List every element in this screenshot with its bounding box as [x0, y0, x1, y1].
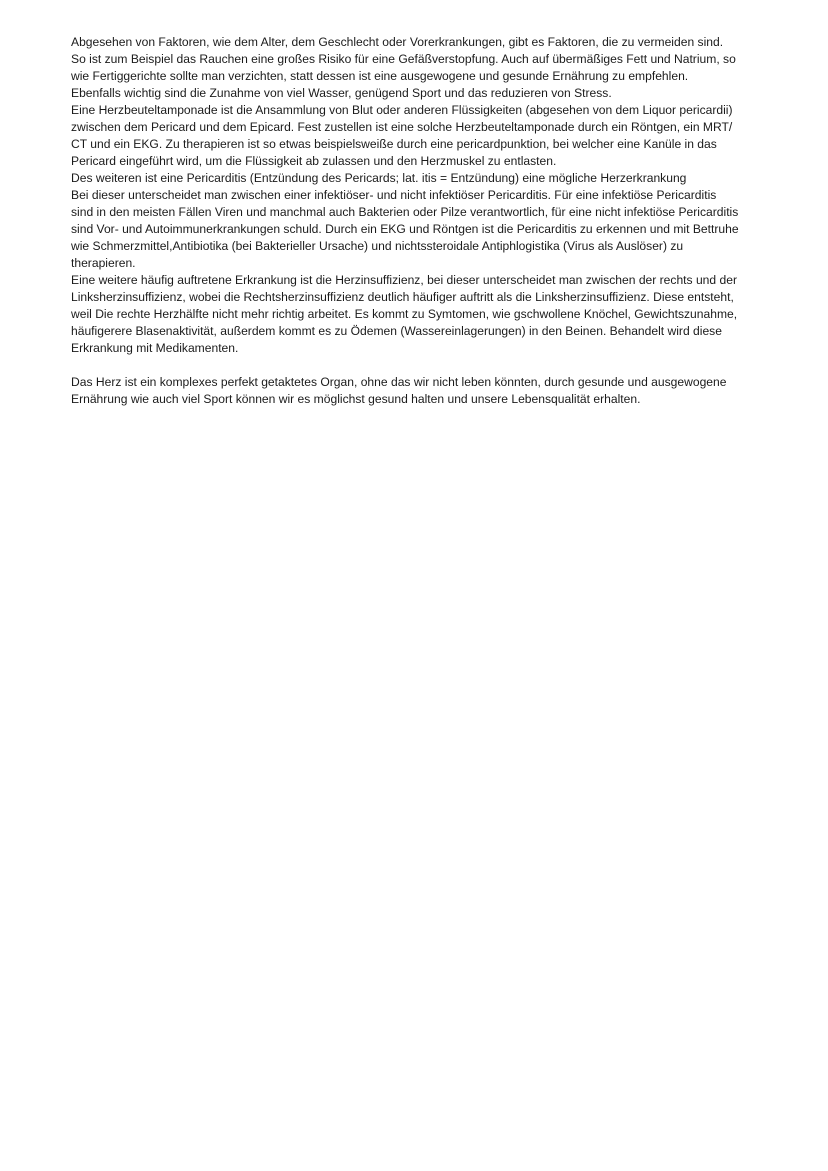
text-block-conclusion	[71, 374, 761, 408]
text-line: wie Schmerzmittel,Antibiotika (bei Bakterieller Ursache) und nichtssteroidale Antiphlogistika (Virus als Auslöser) zu	[71, 239, 684, 253]
text-line: So ist zum Beispiel das Rauchen eine großes Risiko für eine Gefäßverstopfung. Auch auf übermäßiges Fett und Natrium, so	[71, 52, 736, 66]
text-line: Pericard eingeführt wird, um die Flüssigkeit ab zulassen und den Herzmuskel zu entlasten.	[71, 154, 557, 168]
text-line: Eine weitere häufig auftretene Erkrankung ist die Herzinsuffizienz, bei dieser unterscheidet man zwischen der rechts und der	[71, 273, 737, 287]
text-line: CT und ein EKG. Zu therapieren ist so etwas beispielsweiße durch eine pericardpunktion, bei welcher eine Kanüle in das	[71, 137, 717, 151]
text-line: therapieren.	[71, 256, 136, 270]
text-line: Erkrankung mit Medikamenten.	[71, 341, 239, 355]
text-line: sind Vor- und Autoimmunerkrankungen schuld. Durch ein EKG und Röntgen ist die Pericarditis zu erkennen und mit Bettruhe	[71, 222, 739, 236]
text-line: Ernährung wie auch viel Sport können wir es möglichst gesund halten und unsere Lebensqualität erhalten.	[71, 392, 641, 406]
text-line: Das Herz ist ein komplexes perfekt getaktetes Organ, ohne das wir nicht leben könnten, durch gesunde und ausgewogene	[71, 375, 727, 389]
text-line: häufigerere Blasenaktivität, außerdem kommt es zu Ödemen (Wassereinlagerungen) in den Beinen. Behandelt wird diese	[71, 324, 722, 338]
text-line: Ebenfalls wichtig sind die Zunahme von viel Wasser, genügend Sport und das reduzieren von Stress.	[71, 86, 612, 100]
text-line: Eine Herzbeuteltamponade ist die Ansammlung von Blut oder anderen Flüssigkeiten (abgesehen von dem Liquor pericardii)	[71, 103, 733, 117]
text-line: Bei dieser unterscheidet man zwischen einer infektiöser- und nicht infektiöser Pericarditis. Für eine infektiöse Pericarditis	[71, 188, 717, 202]
text-line: sind in den meisten Fällen Viren und manchmal auch Bakterien oder Pilze verantwortlich, für eine nicht infektiöse Pericarditis	[71, 205, 739, 219]
document-page	[71, 34, 761, 408]
text-block-main	[71, 34, 761, 357]
text-line: Linksherzinsuffizienz, wobei die Rechtsherzinsuffizienz deutlich häufiger auftritt als die Linksherzinsuffizienz. Diese entsteht,	[71, 290, 734, 304]
paragraph-spacer	[71, 357, 761, 374]
text-line: wie Fertiggerichte sollte man verzichten, statt dessen ist eine ausgewogene und gesunde Ernährung zu empfehlen.	[71, 69, 689, 83]
text-line: weil Die rechte Herzhälfte nicht mehr richtig arbeitet. Es kommt zu Symtomen, wie gschwollene Knöchel, Gewichtszunahme,	[71, 307, 738, 321]
text-line: zwischen dem Pericard und dem Epicard. Fest zustellen ist eine solche Herzbeuteltamponade durch ein Röntgen, ein MRT/	[71, 120, 733, 134]
text-line: Des weiteren ist eine Pericarditis (Entzündung des Pericards; lat. itis = Entzündung) eine mögliche Herzerkrankung	[71, 171, 687, 185]
text-line: Abgesehen von Faktoren, wie dem Alter, dem Geschlecht oder Vorerkrankungen, gibt es Faktoren, die zu vermeiden sind.	[71, 35, 724, 49]
